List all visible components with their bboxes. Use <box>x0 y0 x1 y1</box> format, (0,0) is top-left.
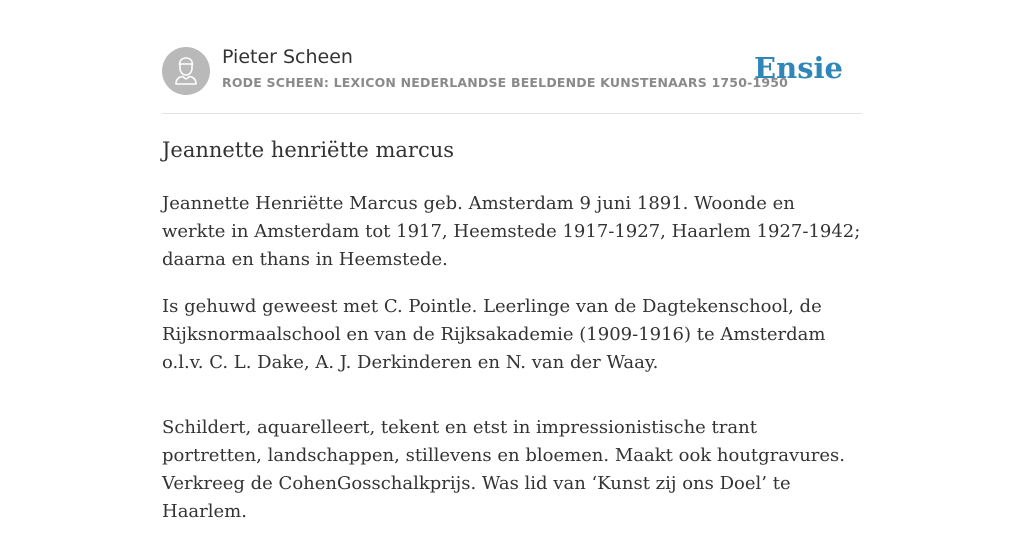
header-divider <box>162 113 862 114</box>
user-avatar-icon[interactable] <box>162 47 210 95</box>
article-paragraph: Is gehuwd geweest met C. Pointle. Leerlinge van de Dagtekenschool, de Rijksnormaalschool en van de Rijksakademie (1909-1916) te Amsterdam o.l.v. C. L. Dake, A. J. Derkinderen en N. van der Waay. <box>162 296 826 373</box>
article-paragraph: Schildert, aquarelleert, tekent en etst in impressionistische trant portretten, landschappen, stillevens en bloemen. Maakt ook houtgravures. Verkreeg de CohenGosschalkprijs. Was lid van ‘Kunst zij ons Doel’ te Haarlem. <box>162 417 845 522</box>
source-title[interactable]: RODE SCHEEN: LEXICON NEDERLANDSE BEELDENDE KUNSTENAARS 1750-1950 <box>222 75 789 90</box>
author-name[interactable]: Pieter Scheen <box>222 46 353 68</box>
article-body <box>162 190 862 545</box>
article-header <box>162 46 862 96</box>
article-paragraph: Jeannette Henriëtte Marcus geb. Amsterdam 9 juni 1891. Woonde en werkte in Amsterdam tot 1917, Heemstede 1917-1927, Haarlem 1927-1942; daarna en thans in Heemstede. <box>162 193 861 270</box>
ensie-logo[interactable]: Ensie <box>754 51 843 85</box>
article-title: Jeannette henriëtte marcus <box>162 138 455 162</box>
article-card <box>162 0 862 522</box>
